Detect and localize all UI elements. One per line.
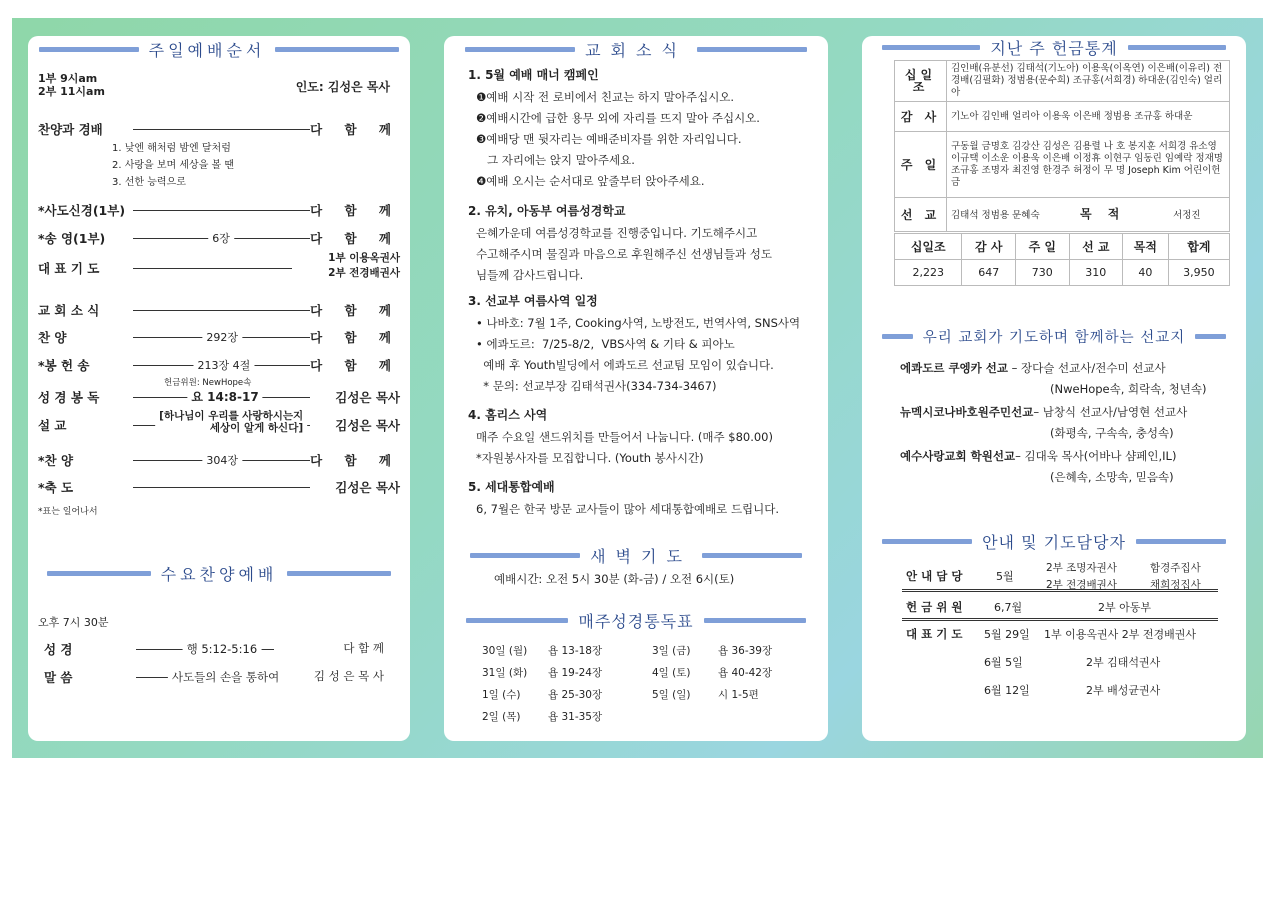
guide-row [902, 560, 1218, 592]
news-line: 은혜가운데 여름성경학교를 진행중입니다. 기도해주시고 [476, 226, 758, 240]
wednesday-row [44, 640, 384, 658]
offering-summary [894, 233, 1230, 286]
row-right: 다 함 께 [310, 231, 400, 246]
reading-day: 31일 (화) [482, 667, 528, 679]
row-label: 대 표 기 도 [38, 261, 100, 276]
row-middle-line: 세상이 알게 하신다] [209, 422, 304, 434]
prayer-date: 6월 12일 [984, 684, 1030, 697]
bible-reading [652, 640, 772, 662]
mission-missionaries: – 김대욱 목사(어바나 샴페인,IL) [1015, 449, 1177, 463]
row-label: 찬양과 경배 [38, 122, 103, 137]
mission-title: 우리 교회가 기도하며 함께하는 선교지 [922, 330, 1186, 346]
row-right: 다 함 께 [310, 453, 400, 468]
row-middle: 304장 [202, 452, 242, 468]
section-header [464, 544, 808, 567]
reading-day: 30일 (월) [482, 645, 528, 657]
offering-row [895, 132, 1230, 198]
section-header [882, 530, 1226, 553]
news-body [468, 499, 812, 520]
mission-item [900, 446, 1176, 488]
reading-passage: 욥 13-18장 [548, 645, 603, 657]
guide-title: 안내 및 기도담당자 [982, 533, 1126, 552]
mission-names [947, 198, 1230, 232]
mission-item [900, 402, 1187, 444]
reading-day: 4일 (토) [652, 667, 691, 679]
row-label: 성 경 봉 독 [38, 390, 100, 405]
guide-name: 2부 전경배권사 [1046, 579, 1117, 591]
section-header [882, 36, 1226, 59]
order-row [38, 410, 400, 434]
row-right: 김 성 은 목 사 [313, 669, 384, 683]
order-row [38, 201, 400, 219]
song: 1. 낮엔 해처럼 밤엔 달처럼 [112, 143, 231, 154]
news-line: 님들께 감사드립니다. [476, 268, 584, 282]
row-right-line: 2부 전경배권사 [328, 267, 400, 279]
bible-title: 매주성경통독표 [578, 612, 694, 631]
target-names: 서정진 [1173, 209, 1201, 221]
order-row [38, 301, 400, 319]
reading-passage: 욥 19-24장 [548, 667, 603, 679]
guide-name: 2부 조명자권사 [1046, 562, 1117, 574]
prayer-names: 1부 이용옥권사 2부 전경배권사 [1044, 628, 1196, 641]
guide-key: 안 내 담 당 [906, 569, 963, 583]
row-right: 다 함 께 [310, 122, 400, 137]
worship-order-panel [28, 36, 410, 741]
order-row [38, 229, 400, 247]
row-middle: 6장 [208, 230, 234, 246]
guide-name: 채희정집사 [1150, 579, 1201, 591]
row-middle-line: [하나님이 우리를 사랑하시는지 [159, 410, 304, 422]
news-line: ❹예배 오시는 순서대로 앞줄부터 앉아주세요. [476, 174, 705, 188]
summary-head: 목적 [1123, 234, 1169, 260]
mission-missionaries: – 장다슬 선교사/전수미 선교사 [1008, 361, 1166, 375]
bible-right [652, 640, 772, 706]
mission-name: 에콰도르 쿠엥카 선교 [900, 361, 1008, 375]
mission-groups: (NweHope속, 희락속, 청년속) [1050, 382, 1207, 396]
row-right: 김성은 목사 [335, 480, 400, 495]
prayer-date: 6월 5일 [984, 656, 1023, 669]
order-row [38, 328, 400, 346]
offer-value: 2부 아동부 [1098, 601, 1151, 614]
mission-missionaries: – 남창식 선교사/남영현 선교사 [1033, 405, 1188, 419]
mission-names-text: 김태석 정범용 문혜숙 [951, 209, 1040, 221]
news-line: 예배 후 Youth빌딩에서 에콰도르 선교팀 모임이 있습니다. [476, 358, 774, 372]
song: 3. 선한 능력으로 [112, 177, 186, 188]
row-right: 다 함 께 [310, 303, 400, 318]
mission-line [900, 446, 1176, 467]
section-header [882, 326, 1226, 347]
order-row [38, 478, 400, 496]
mission-line [900, 402, 1187, 423]
summary-value: 730 [1016, 260, 1070, 286]
row-right [328, 251, 400, 281]
row-label: 성 경 [44, 642, 73, 657]
reading-day: 2일 (목) [482, 711, 521, 723]
bible-reading [482, 662, 602, 684]
guide-name: 함경주집사 [1150, 562, 1201, 574]
offering-panel [862, 36, 1246, 741]
news-body [468, 313, 812, 397]
row-label: *송 영(1부) [38, 231, 106, 246]
news-line: 수고해주시며 물질과 마음으로 후원해주신 선생님들과 성도 [476, 247, 772, 261]
news-heading: 4. 홈리스 사역 [468, 408, 548, 422]
row-middle: 행 5:12-5:16 [183, 641, 262, 657]
row-label: 말 씀 [44, 670, 73, 685]
row-middle: 292장 [202, 329, 242, 345]
news-item [468, 406, 812, 469]
offer-month: 6,7월 [994, 601, 1023, 614]
news-line: 그 자리에는 앉지 말아주세요. [476, 153, 635, 167]
offering-title: 지난 주 헌금통계 [990, 39, 1118, 58]
mission-line [900, 358, 1207, 379]
news-heading: 1. 5월 예배 매너 캠페인 [468, 68, 599, 82]
mission-groups: (화평속, 구속속, 충성속) [1050, 426, 1174, 440]
guide-names-2 [1150, 560, 1201, 594]
prayer-names: 2부 배성균권사 [1086, 684, 1161, 697]
news-line: ❸예배당 맨 뒷자리는 예배준비자를 위한 자리입니다. [476, 132, 742, 146]
section-header [464, 609, 808, 632]
wednesday-time: 오후 7시 30분 [38, 616, 109, 629]
service-times [38, 72, 105, 98]
reading-passage: 욥 31-35장 [548, 711, 603, 723]
bible-reading [482, 706, 602, 728]
dawn-title: 새벽기도 [590, 547, 692, 566]
wednesday-title: 수요찬양예배 [160, 565, 278, 584]
reading-passage: 욥 36-39장 [718, 645, 773, 657]
offering-names: 김인배(유분선) 김태석(기노아) 이용욱(이옥연) 이은배(이유리) 전경배(김필화) 정범용(문수희) 조규홍(서희경) 하대운(김인숙) 얼리아 [947, 61, 1230, 102]
offering-names: 기노아 김인배 얼리아 이용욱 이은배 정범용 조규홍 하대운 [947, 102, 1230, 132]
row-right: 다 함 께 [310, 330, 400, 345]
row-label: *축 도 [38, 480, 74, 495]
row-label: *찬 양 [38, 453, 74, 468]
mission-groups: (은혜속, 소망속, 믿음속) [1050, 470, 1174, 484]
offer-key: 헌 금 위 원 [906, 600, 963, 614]
news-line: 6, 7월은 한국 방문 교사들이 많아 세대통합예배로 드립니다. [476, 502, 780, 516]
time-1: 1부 9시am [38, 72, 98, 85]
row-line [133, 310, 310, 311]
offering-key: 주 일 [895, 132, 947, 198]
summary-value: 310 [1069, 260, 1123, 286]
bible-reading [652, 684, 772, 706]
summary-value: 2,223 [895, 260, 962, 286]
offering-row [895, 102, 1230, 132]
news-line: * 문의: 선교부장 김태석권사(334-734-3467) [476, 379, 717, 393]
offering-key: 감 사 [895, 102, 947, 132]
reading-passage: 욥 25-30장 [548, 689, 603, 701]
worship-order-title: 주일예배순서 [148, 41, 266, 60]
row-label: 찬 양 [38, 330, 67, 345]
order-row [38, 451, 400, 469]
row-label: *봉 헌 송 [38, 358, 90, 373]
row-label: 교 회 소 식 [38, 303, 100, 318]
order-row [38, 252, 400, 279]
news-item [468, 292, 812, 397]
mission-item [900, 358, 1207, 400]
news-item [468, 478, 812, 520]
news-title: 교회소식 [585, 41, 687, 60]
row-middle: 사도들의 손을 통하여 [168, 669, 283, 685]
offering-row [895, 61, 1230, 102]
row-label: *사도신경(1부) [38, 203, 126, 218]
praise-row [38, 120, 400, 138]
prayer-names: 2부 김태석권사 [1086, 656, 1161, 669]
news-item [468, 66, 812, 192]
row-middle [155, 410, 307, 434]
bible-reading [482, 640, 602, 662]
summary-head: 감 사 [962, 234, 1016, 260]
reading-day: 5일 (일) [652, 689, 691, 701]
news-heading: 3. 선교부 여름사역 일정 [468, 294, 598, 308]
reading-day: 3일 (금) [652, 645, 691, 657]
summary-value: 647 [962, 260, 1016, 286]
news-line: ❶예배 시작 전 로비에서 친교는 하지 말아주십시오. [476, 90, 735, 104]
news-body [468, 87, 812, 192]
song-list [112, 140, 234, 191]
news-line: *자원봉사자를 모집합니다. (Youth 봉사시간) [476, 451, 704, 465]
bible-reading [652, 662, 772, 684]
time-2: 2부 11시am [38, 85, 105, 98]
reading-day: 1일 (수) [482, 689, 521, 701]
news-line: • 에콰도르: 7/25-8/2, VBS사역 & 기타 & 피아노 [476, 337, 735, 351]
row-line [133, 210, 310, 211]
summary-value: 3,950 [1168, 260, 1229, 286]
offering-table [894, 60, 1230, 232]
guide-names [1046, 560, 1117, 594]
row-middle: 213장 4절 [193, 357, 254, 373]
row-middle: 요 14:8-17 [187, 388, 262, 405]
leader: 인도: 김성은 목사 [295, 80, 390, 94]
order-row [38, 388, 400, 406]
section-header [38, 38, 400, 61]
summary-head: 합계 [1168, 234, 1229, 260]
news-panel [444, 36, 828, 741]
section-header [38, 562, 400, 585]
prayer-key: 대 표 기 도 [906, 627, 963, 641]
prayer-date: 5월 29일 [984, 628, 1030, 641]
row-line [133, 268, 292, 269]
guide-month: 5월 [996, 570, 1014, 583]
summary-head: 십일조 [895, 234, 962, 260]
news-body [468, 427, 812, 469]
row-right: 다 함 께 [343, 641, 384, 655]
row-right: 김성은 목사 [335, 390, 400, 405]
news-heading: 5. 세대통합예배 [468, 480, 555, 494]
offering-note: 헌금위원: NewHope속 [164, 378, 252, 388]
reading-passage: 욥 40-42장 [718, 667, 773, 679]
reading-passage: 시 1-5편 [718, 689, 759, 701]
offer-row [902, 597, 1218, 621]
bible-reading [482, 684, 602, 706]
news-heading: 2. 유치, 아동부 여름성경학교 [468, 204, 626, 218]
mission-name: 뉴멕시코나바호원주민선교 [900, 405, 1034, 419]
order-row [38, 356, 400, 374]
summary-head: 선 교 [1069, 234, 1123, 260]
mission-key: 선 교 [895, 198, 947, 232]
row-line [133, 487, 310, 488]
news-line: 매주 수요일 샌드위치를 만들어서 나눕니다. (매주 $80.00) [476, 430, 773, 444]
summary-head: 주 일 [1016, 234, 1070, 260]
row-right: 김성은 목사 [335, 418, 400, 433]
wednesday-row [44, 668, 384, 686]
bible-left [482, 640, 602, 728]
news-line: ❷예배시간에 급한 용무 외에 자리를 뜨지 말아 주십시오. [476, 111, 760, 125]
section-header [464, 38, 808, 61]
song: 2. 사랑을 보며 세상을 볼 땐 [112, 160, 235, 171]
offering-key: 십일조 [895, 61, 947, 102]
row-label: 설 교 [38, 418, 67, 433]
offering-names: 구동월 금명호 김강산 김성은 김용렬 나 호 봉지훈 서희경 유소영 이규택 이소운 이용욱 이은배 이정휴 이현구 임동린 임예락 정재명 조규홍 조명자 최진영 한경주 허정이 무 명 Joseph Kim 어린이헌금 [947, 132, 1230, 198]
summary-value: 40 [1123, 260, 1169, 286]
stand-note: *표는 일어나서 [38, 507, 98, 517]
row-right: 다 함 께 [310, 358, 400, 373]
mission-name: 예수사랑교회 학원선교 [900, 449, 1016, 463]
row-right-line: 1부 이용옥권사 [328, 252, 400, 264]
news-item [468, 202, 812, 286]
news-body [468, 223, 812, 286]
target-key: 목 적 [1080, 206, 1126, 221]
dawn-text: 예배시간: 오전 5시 30분 (화-금) / 오전 6시(토) [494, 572, 735, 586]
row-right: 다 함 께 [310, 203, 400, 218]
news-line: • 나바호: 7월 1주, Cooking사역, 노방전도, 번역사역, SNS사역 [476, 316, 801, 330]
